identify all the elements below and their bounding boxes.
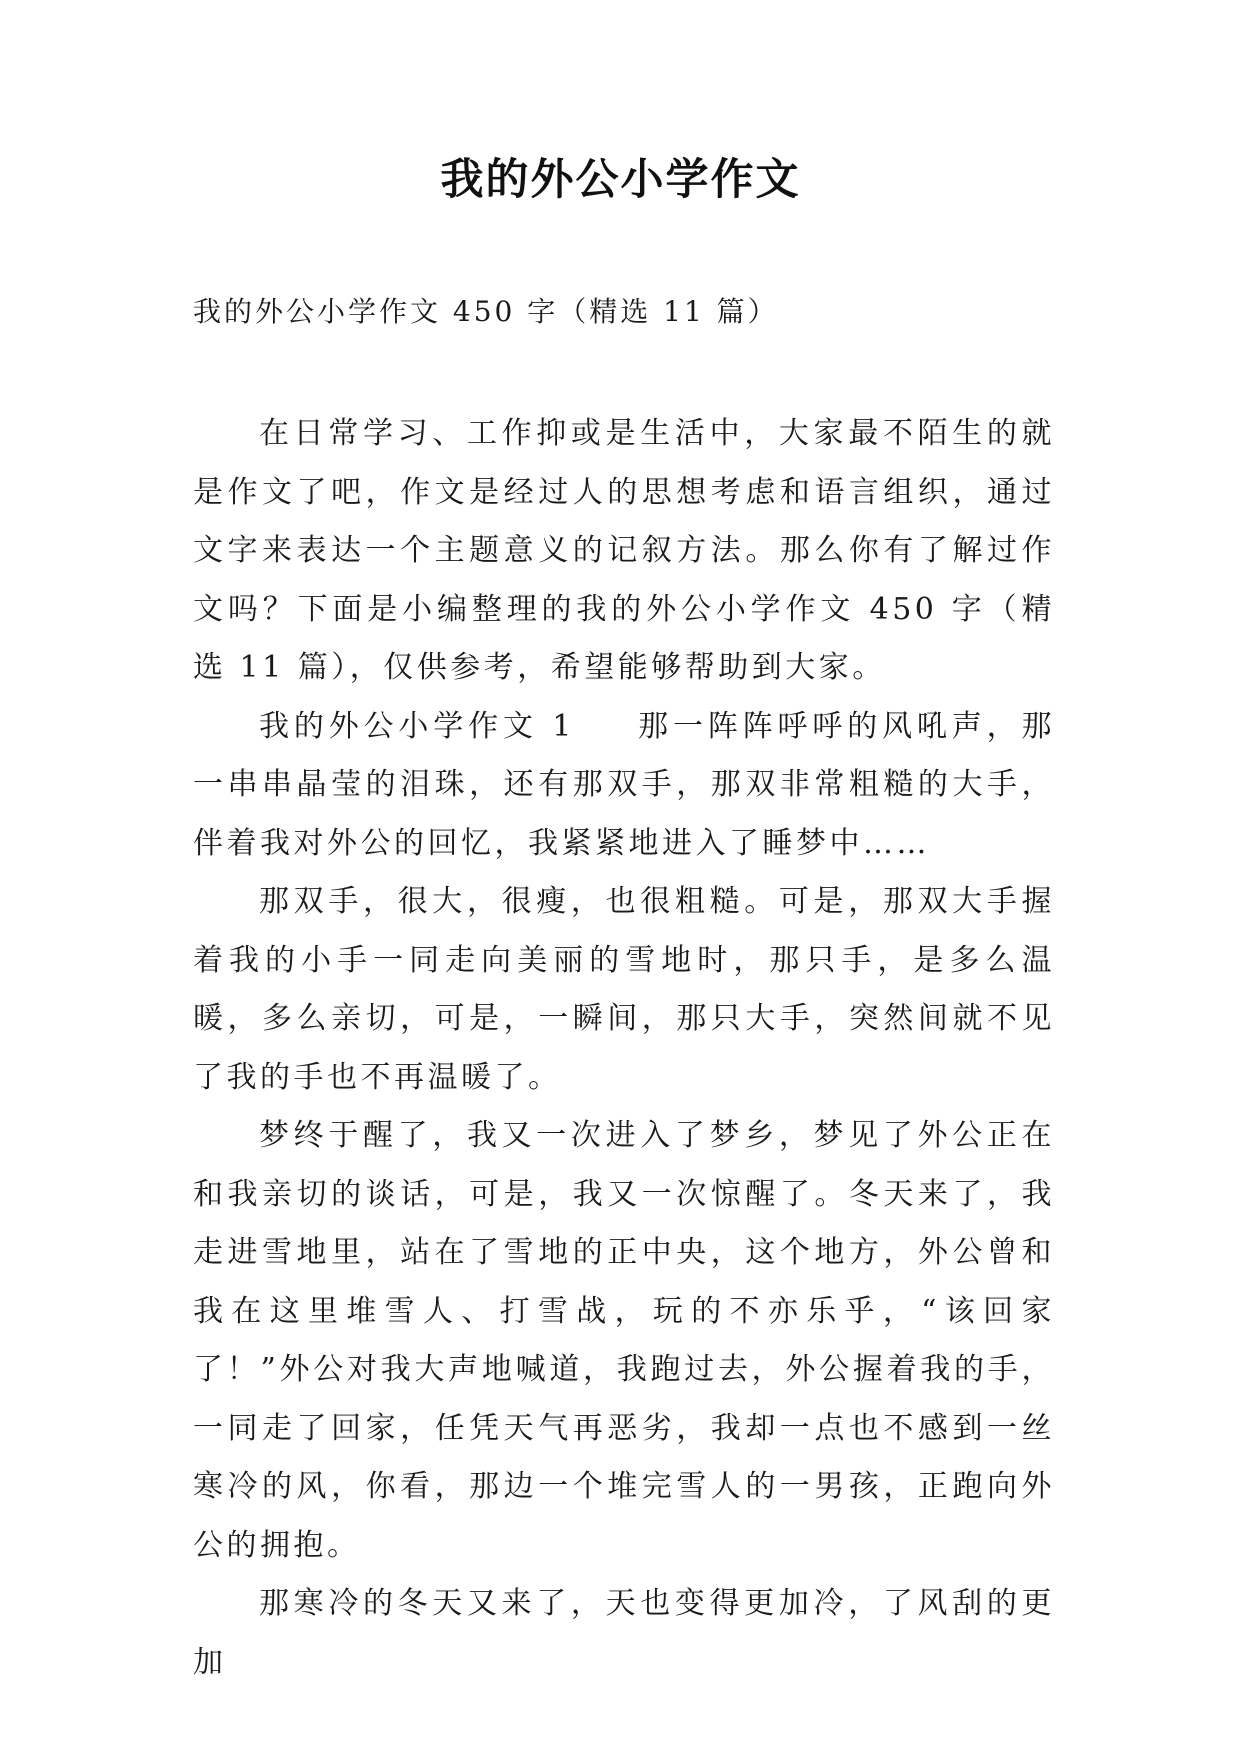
paragraph-hands: 那双手，很大，很瘦，也很粗糙。可是，那双大手握着我的小手一同走向美丽的雪地时，那只手，是多么温暖，多么亲切，可是，一瞬间，那只大手，突然间就不见了我的手也不再温暖了。 [193,884,1055,1095]
paragraph-intro: 在日常学习、工作抑或是生活中，大家最不陌生的就是作文了吧，作文是经过人的思想考虑和语言组织，通过文字来表达一个主题意义的记叙方法。那么你有了解过作文吗？下面是小编整理的我的外公小学作文 450 字（精选 11 篇），仅供参考，希望能够帮助到大家。 [193,416,1055,685]
paragraph-winter: 那寒冷的冬天又来了，天也变得更加冷，了风刮的更加 [193,1586,1055,1680]
document-body [193,405,1055,1692]
paragraph-essay-1 [193,698,1055,874]
essay-heading: 我的外公小学作文 1 [259,708,575,744]
document-title: 我的外公小学作文 [440,155,801,205]
essay-opening-text: 那一阵阵呼呼的风吼声，那一串串晶莹的泪珠，还有那双手，那双非常粗糙的大手，伴着我对外公的回忆，我紧紧地进入了睡梦中…… [193,708,1056,861]
paragraph-dream: 梦终于醒了，我又一次进入了梦乡，梦见了外公正在和我亲切的谈话，可是，我又一次惊醒了。冬天来了，我走进雪地里，站在了雪地的正中央，这个地方，外公曾和我在这里堆雪人、打雪战，玩的不亦乐乎，“该回家了！”外公对我大声地喊道，我跑过去，外公握着我的手，一同走了回家，任凭天气再恶劣，我却一点也不感到一丝寒冷的风，你看，那边一个堆完雪人的一男孩，正跑向外公的拥抱。 [193,1118,1055,1563]
document-subtitle: 我的外公小学作文 450 字（精选 11 篇） [193,295,779,328]
